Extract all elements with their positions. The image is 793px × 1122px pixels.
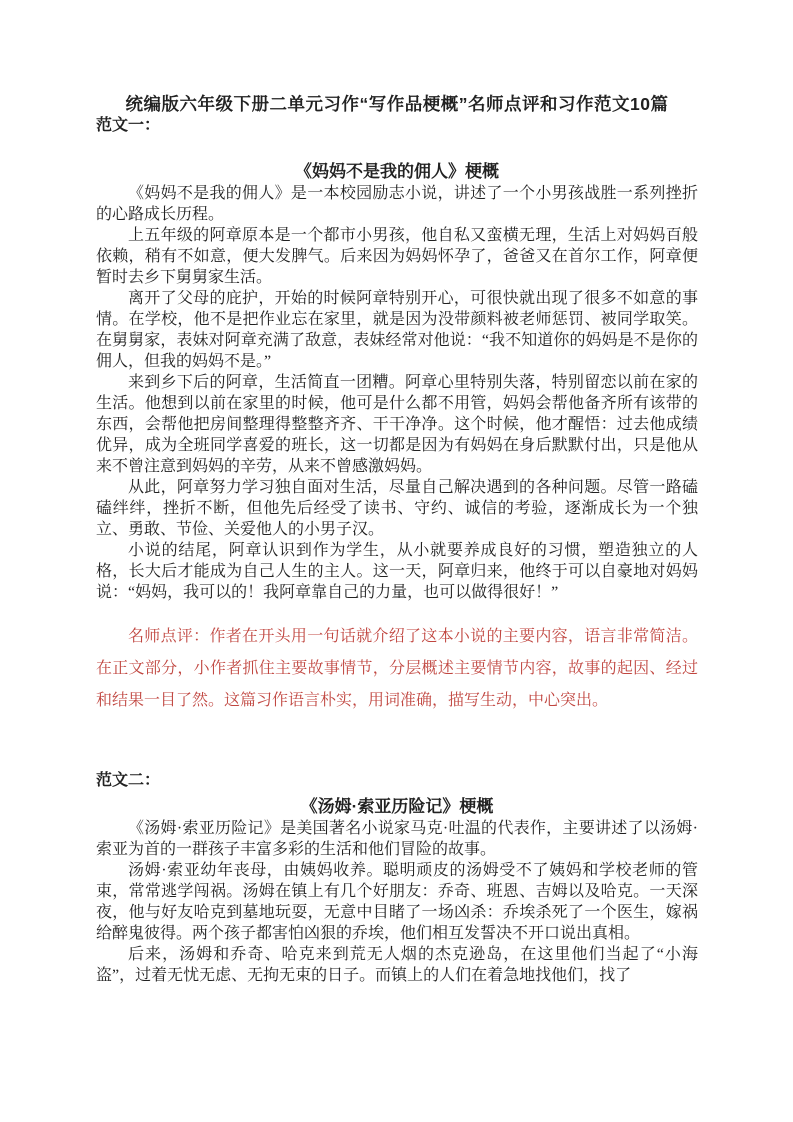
essay2-label: 范文二： [96, 772, 161, 789]
essay1-label: 范文一： [96, 117, 161, 134]
essay1-paragraph-1: 《妈妈不是我的佣人》是一本校园励志小说，讲述了一个小男孩战胜一系列挫折的心路成长历程。 [96, 185, 698, 223]
essay2-paragraph-2: 汤姆·索亚幼年丧母，由姨妈收养。聪明顽皮的汤姆受不了姨妈和学校老师的管束，常常逃学闯祸。汤姆在镇上有几个好朋友：乔奇、班恩、吉姆以及哈克。一天深夜，他与好友哈克到墓地玩耍，无意中目睹了一场凶杀：乔埃杀死了一个医生，嫁祸给醉鬼彼得。两个孩子都害怕凶狠的乔埃，他们相互发誓决不开口说出真相。 [96, 862, 698, 942]
essay1-paragraph-4: 来到乡下后的阿章，生活简直一团糟。阿章心里特别失落，特别留恋以前在家的生活。他想到以前在家里的时候，他可是什么都不用管，妈妈会帮他备齐所有该带的东西，会帮他把房间整理得整整齐齐、干干净净。这个时候，他才醒悟：过去他成绩优异，成为全班同学喜爱的班长，这一切都是因为有妈妈在身后默默付出，只是他从来不曾注意到妈妈的辛劳，从来不曾感激妈妈。 [96, 374, 698, 475]
essay1-paragraph-2: 上五年级的阿章原本是一个都市小男孩，他自私又蛮横无理，生活上对妈妈百般依赖，稍有不如意，便大发脾气。后来因为妈妈怀孕了，爸爸又在首尔工作，阿章便暂时去乡下舅舅家生活。 [96, 227, 698, 286]
essay1-paragraph-6: 小说的结尾，阿章认识到作为学生，从小就要养成良好的习惯，塑造独立的人格，长大后才能成为自己人生的主人。这一天，阿章归来，他终于可以自豪地对妈妈说：“妈妈，我可以的！我阿章靠自己的力量，也可以做得很好！” [96, 542, 698, 601]
essay1-paragraph-5: 从此，阿章努力学习独自面对生活，尽量自己解决遇到的各种问题。尽管一路磕磕绊绊，挫折不断，但他先后经受了读书、守约、诚信的考验，逐渐成长为一个独立、勇敢、节俭、关爱他人的小男子汉。 [96, 479, 698, 538]
essay1-heading: 《妈妈不是我的佣人》梗概 [295, 162, 499, 181]
essay2-heading: 《汤姆·索亚历险记》梗概 [300, 797, 494, 816]
document-title: 统编版六年级下册二单元习作“写作品梗概”名师点评和习作范文10篇 [125, 94, 669, 114]
essay1-paragraph-3: 离开了父母的庇护，开始的时候阿章特别开心，可很快就出现了很多不如意的事情。在学校，他不是把作业忘在家里，就是因为没带颜料被老师惩罚、被同学取笑。在舅舅家，表妹对阿章充满了敌意，表妹经常对他说：“我不知道你的妈妈是不是你的佣人，但我的妈妈不是。” [96, 290, 698, 370]
essay2-paragraph-3: 后来，汤姆和乔奇、哈克来到荒无人烟的杰克逊岛，在这里他们当起了“小海盗”，过着无忧无虑、无拘无束的日子。而镇上的人们在着急地找他们，找了 [96, 946, 698, 984]
document-content [96, 93, 698, 986]
essay2-paragraph-1: 《汤姆·索亚历险记》是美国著名小说家马克·吐温的代表作，主要讲述了以汤姆·索亚为首的一群孩子丰富多彩的生活和他们冒险的故事。 [96, 820, 698, 858]
teacher-comment: 名师点评：作者在开头用一句话就介绍了这本小说的主要内容，语言非常简洁。在正文部分，小作者抓住主要故事情节，分层概述主要情节内容，故事的起因、经过和结果一目了然。这篇习作语言朴实，用词准确，描写生动，中心突出。 [96, 628, 698, 709]
